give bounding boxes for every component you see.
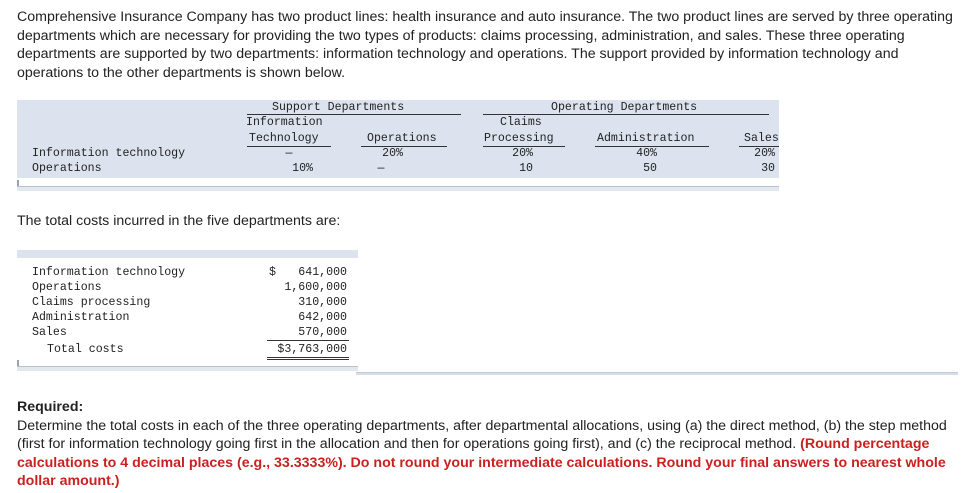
cost-value: 310,000	[298, 296, 347, 309]
cost-label: Operations	[32, 281, 102, 294]
row-label-operations: Operations	[32, 162, 102, 175]
group-header-operating: Operating Departments	[551, 101, 698, 114]
cost-value: 1,600,000	[284, 281, 347, 294]
col-header-it-line2: Technology	[249, 132, 319, 145]
cost-label: Information technology	[32, 266, 186, 279]
cost-value: 570,000	[298, 326, 347, 339]
costs-table	[17, 250, 358, 374]
cost-value: 641,000	[298, 266, 347, 279]
cell-it-administration: 40%	[636, 147, 657, 160]
cost-label: Sales	[32, 326, 67, 339]
group-header-support: Support Departments	[272, 101, 405, 114]
cell-ops-sales: 30	[761, 162, 775, 175]
total-value: $3,763,000	[277, 343, 347, 356]
total-double-underline-2	[267, 359, 349, 360]
cell-ops-operations: —	[377, 162, 385, 175]
row-label-it: Information technology	[32, 147, 186, 160]
cell-it-claims: 20%	[512, 147, 533, 160]
section-divider	[356, 372, 958, 375]
cell-ops-it: 10%	[292, 162, 313, 175]
cell-it-it: —	[285, 147, 293, 160]
rounding-instructions: (Round percentage calculations to 4 decimal places (e.g., 33.3333%). Do not round your intermediate calculations. Round your final answers to nearest whole dollar amount.)	[17, 436, 946, 489]
cost-currency: $	[269, 266, 276, 279]
table-footer-bar	[17, 186, 779, 191]
cell-ops-claims: 10	[519, 162, 533, 175]
group-underline-operating	[483, 114, 769, 115]
col-header-it-line1: Information	[246, 116, 323, 129]
cell-it-sales: 20%	[754, 147, 775, 160]
table-footer-bar	[17, 366, 358, 371]
col-header-operations: Operations	[367, 132, 437, 145]
table-header-background	[17, 250, 358, 258]
total-label: Total costs	[47, 343, 124, 356]
costs-intro: The total costs incurred in the five departments are:	[17, 213, 341, 229]
col-header-sales: Sales	[744, 132, 779, 145]
allocation-table	[17, 100, 779, 190]
cell-it-operations: 20%	[382, 147, 403, 160]
total-double-underline-1	[267, 357, 349, 358]
problem-intro: Comprehensive Insurance Company has two product lines: health insurance and auto insurance. The two product lines are served by three operating departments which are necessary for providing the two types of products: claims processing, administration, and sales. These three operating departments are supported by two departments: information technology and operations. The support provided by information technology and operations to the other departments is shown below.	[17, 9, 953, 81]
cost-label: Claims processing	[32, 296, 151, 309]
required-section	[17, 398, 962, 491]
col-header-claims-line2: Processing	[484, 132, 554, 145]
cost-label: Administration	[32, 311, 130, 324]
cost-value: 642,000	[298, 311, 347, 324]
required-title: Required:	[17, 399, 84, 415]
col-header-administration: Administration	[597, 132, 695, 145]
required-text: Determine the total costs in each of the three operating departments, after departmental allocations, using (a) the direct method, (b) the step method (first for information technology going first in the allocation and then for operations going first), and (c) the reciprocal method.	[17, 417, 947, 452]
col-header-claims-line1: Claims	[500, 116, 542, 129]
sum-underline	[267, 340, 349, 341]
group-underline-support	[247, 114, 461, 115]
cell-ops-administration: 50	[643, 162, 657, 175]
